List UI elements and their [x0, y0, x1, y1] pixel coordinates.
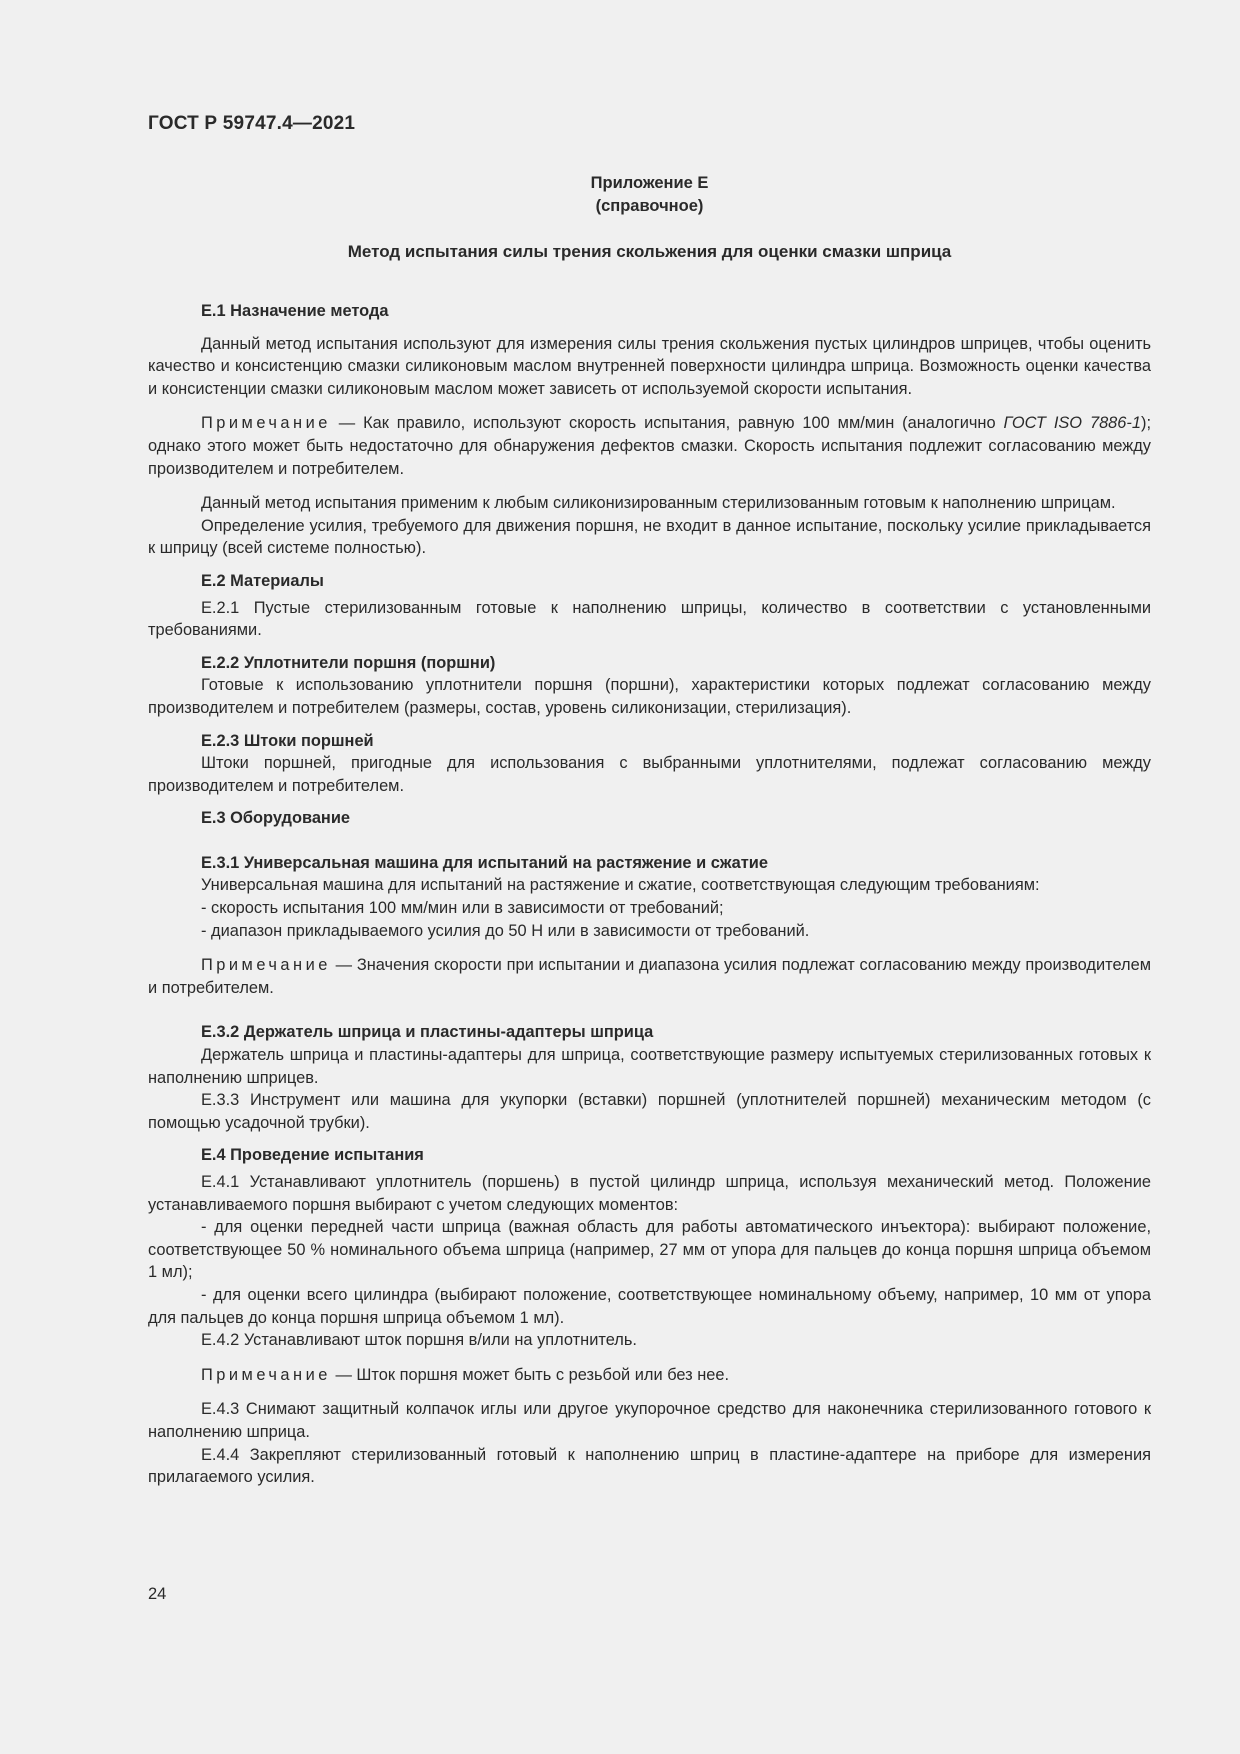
- appendix-status: (справочное): [595, 197, 704, 215]
- section-heading-e3-1: Е.3.1 Универсальная машина для испытаний на растяжение и сжатие: [201, 853, 768, 872]
- paragraph-e2-3: Штоки поршней, пригодные для использования с выбранными уплотнителями, подлежат согласованию между производителем и потребителем.: [148, 754, 1151, 795]
- note-e1-reference: ГОСТ ISO 7886-1: [1003, 414, 1141, 433]
- note-e4-2: [148, 1364, 1151, 1387]
- list-item-e3-1-b: - диапазон прикладываемого усилия до 50 Н или в зависимости от требований.: [201, 921, 810, 940]
- paragraph-e2-2: Готовые к использованию уплотнители поршня (поршни), характеристики которых подлежат согласованию между производителем и потребителем (размеры, состав, уровень силиконизации, стерилизация).: [148, 676, 1151, 717]
- page-number: 24: [148, 1585, 167, 1603]
- section-heading-e4: Е.4 Проведение испытания: [201, 1146, 424, 1165]
- note-label: Примечание: [201, 1365, 331, 1384]
- section-heading-e3: Е.3 Оборудование: [201, 809, 351, 828]
- paragraph-e3-1: Универсальная машина для испытаний на растяжение и сжатие, соответствующая следующим требованиям:: [201, 876, 1040, 895]
- paragraph-e2-1: Е.2.1 Пустые стерилизованным готовые к наполнению шприцы, количество в соответствии с установленными требованиями.: [148, 598, 1151, 640]
- list-item-e3-1-a: - скорость испытания 100 мм/мин или в зависимости от требований;: [201, 899, 724, 918]
- note-label: Примечание: [201, 414, 331, 433]
- list-item-e4-1-a: - для оценки передней части шприца (важная область для работы автоматического инъектора): выбирают положение, соответствующее 50 % номинального объема шприца (например, 27 мм от упора для пальцев до конца поршня шприца объемом 1 мл);: [148, 1218, 1151, 1282]
- document-body: [148, 300, 1151, 1489]
- document-code: ГОСТ Р 59747.4—2021: [148, 113, 356, 134]
- section-heading-e2-3: Е.2.3 Штоки поршней: [201, 731, 374, 750]
- note-e1-text-b: ); однако этого может быть недостаточно для обнаружения дефектов смазки. Скорость испытания подлежит согласованию между производителем и потребителем.: [148, 414, 1152, 478]
- paragraph-e1-1: Данный метод испытания используют для измерения силы трения скольжения пустых цилиндров шприцев, чтобы оценить качество и консистенцию смазки силиконовым маслом внутренней поверхности цилиндра шприца. Возможность оценки качества и консистенции смазки силиконовым маслом может зависеть от используемой скорости испытания.: [148, 334, 1151, 398]
- section-heading-e2: Е.2 Материалы: [201, 571, 324, 590]
- paragraph-e4-4: Е.4.4 Закрепляют стерилизованный готовый к наполнению шприц в пластине-адаптере на приборе для измерения прилагаемого усилия.: [148, 1445, 1151, 1487]
- appendix-title: Метод испытания силы трения скольжения для оценки смазки шприца: [347, 242, 952, 261]
- note-dash: —: [335, 956, 353, 975]
- paragraph-e4-2: Е.4.2 Устанавливают шток поршня в/или на уплотнитель.: [201, 1331, 637, 1350]
- note-e3-1: [148, 954, 1151, 999]
- section-heading-e1: Е.1 Назначение метода: [201, 302, 389, 320]
- note-dash: —: [338, 414, 356, 433]
- paragraph-e4-3: Е.4.3 Снимают защитный колпачок иглы или другое укупорочное средство для наконечника стерилизованного готового к наполнению шприца.: [148, 1400, 1151, 1441]
- paragraph-e1-3: Определение усилия, требуемого для движения поршня, не входит в данное испытание, поскольку усилие прикладывается к шприцу (всей системе полностью).: [148, 516, 1151, 558]
- paragraph-e3-2: Держатель шприца и пластины-адаптеры для шприца, соответствующие размеру испытуемых стерилизованных готовых к наполнению шприцев.: [148, 1046, 1151, 1087]
- appendix-label: Приложение Е: [590, 174, 709, 192]
- note-e3-1-text: Значения скорости при испытании и диапазона усилия подлежат согласованию между производителем и потребителем.: [148, 956, 1151, 997]
- section-heading-e3-2: Е.3.2 Держатель шприца и пластины-адаптеры шприца: [201, 1023, 654, 1042]
- section-heading-e2-2: Е.2.2 Уплотнители поршня (поршни): [201, 653, 496, 672]
- paragraph-e1-2: Данный метод испытания применим к любым силиконизированным стерилизованным готовым к наполнению шприцам.: [201, 494, 1116, 513]
- paragraph-e4-1: Е.4.1 Устанавливают уплотнитель (поршень) в пустой цилиндр шприца, используя механический метод. Положение устанавливаемого поршня выбирают с учетом следующих моментов:: [148, 1173, 1151, 1214]
- note-label: Примечание: [201, 956, 331, 975]
- paragraph-e3-3: Е.3.3 Инструмент или машина для укупорки (вставки) поршней (уплотнителей поршней) механическим методом (с помощью усадочной трубки).: [148, 1091, 1151, 1132]
- appendix-header: [148, 172, 1151, 218]
- list-item-e4-1-b: - для оценки всего цилиндра (выбирают положение, соответствующее номинальному объему, например, 10 мм от упора для пальцев до конца поршня шприца объемом 1 мл).: [148, 1285, 1151, 1327]
- note-dash: —: [335, 1365, 352, 1384]
- note-e1: [148, 412, 1151, 480]
- note-e1-text-a: Как правило, используют скорость испытания, равную 100 мм/мин (аналогично: [363, 414, 996, 433]
- note-e4-2-text: Шток поршня может быть с резьбой или без нее.: [356, 1365, 730, 1384]
- document-page: [148, 0, 1151, 1754]
